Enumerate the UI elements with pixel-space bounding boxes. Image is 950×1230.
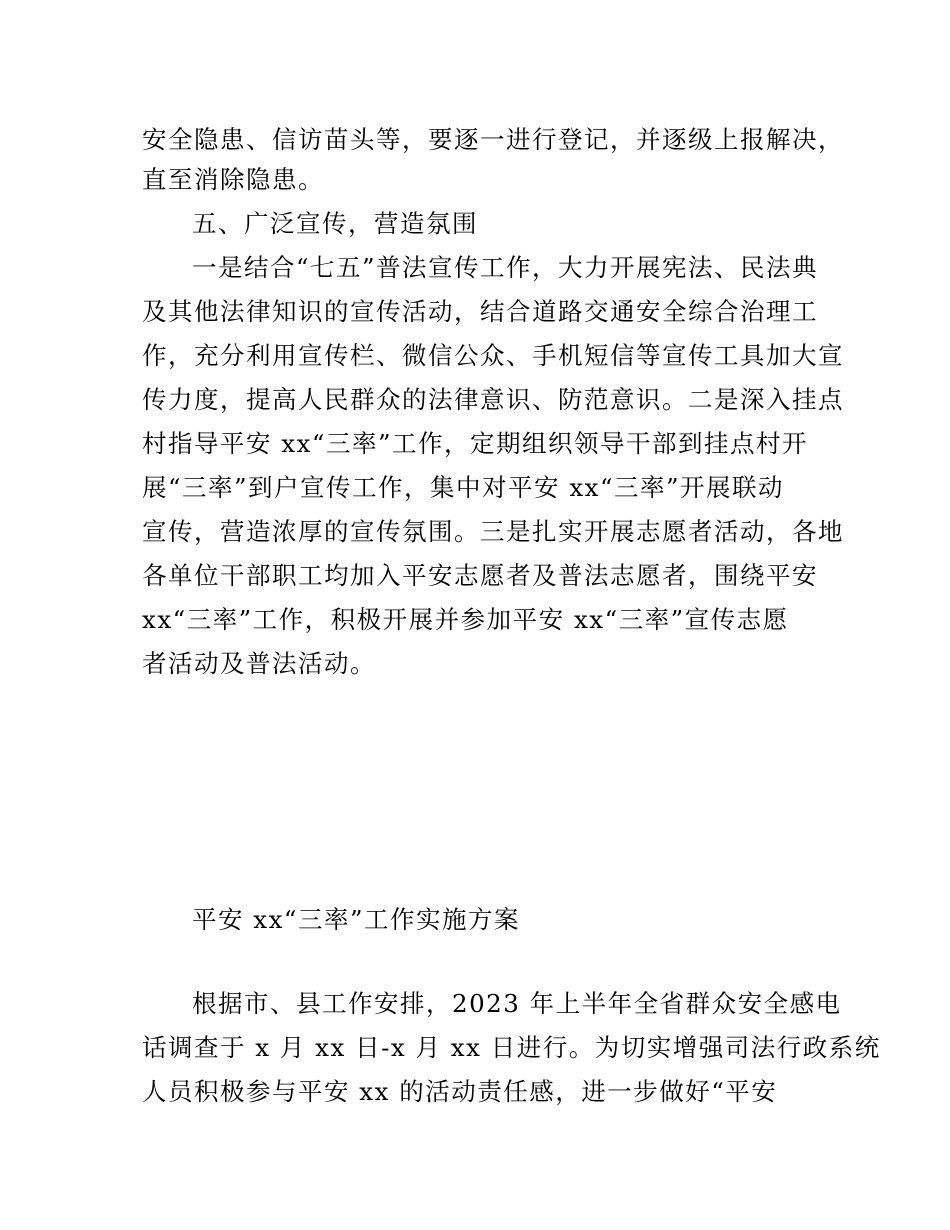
body-line: 话调查于 x 月 xx 日-x 月 xx 日进行。为切实增强司法行政系统	[142, 1033, 881, 1062]
document-title: 平安 xx“三率”工作实施方案	[192, 905, 520, 934]
body-line: 传力度，提高人民群众的法律意识、防范意识。二是深入挂点	[142, 385, 844, 414]
body-line: 安全隐患、信访苗头等，要逐一进行登记，并逐级上报解决，	[142, 125, 844, 154]
body-line: xx“三率”工作，积极开展并参加平安 xx“三率”宣传志愿	[142, 605, 789, 634]
body-line: 及其他法律知识的宣传活动，结合道路交通安全综合治理工	[142, 297, 818, 326]
body-line: 者活动及普法活动。	[142, 649, 376, 678]
body-line: 直至消除隐患。	[142, 165, 324, 194]
body-line: 作，充分利用宣传栏、微信公众、手机短信等宣传工具加大宣	[142, 341, 844, 370]
body-line: 根据市、县工作安排，2023 年上半年全省群众安全感电	[192, 989, 842, 1018]
section-heading: 五、广泛宣传，营造氛围	[192, 209, 478, 238]
body-line: 展“三率”到户宣传工作，集中对平安 xx“三率”开展联动	[142, 473, 785, 502]
body-line: 各单位干部职工均加入平安志愿者及普法志愿者，围绕平安	[142, 561, 818, 590]
body-line: 宣传，营造浓厚的宣传氛围。三是扎实开展志愿者活动，各地	[142, 517, 844, 546]
body-line: 一是结合“七五”普法宣传工作，大力开展宪法、民法典	[192, 253, 819, 282]
body-line: 村指导平安 xx“三率”工作，定期组织领导干部到挂点村开	[142, 429, 808, 458]
body-line: 人员积极参与平安 xx 的活动责任感，进一步做好“平安	[142, 1077, 778, 1106]
